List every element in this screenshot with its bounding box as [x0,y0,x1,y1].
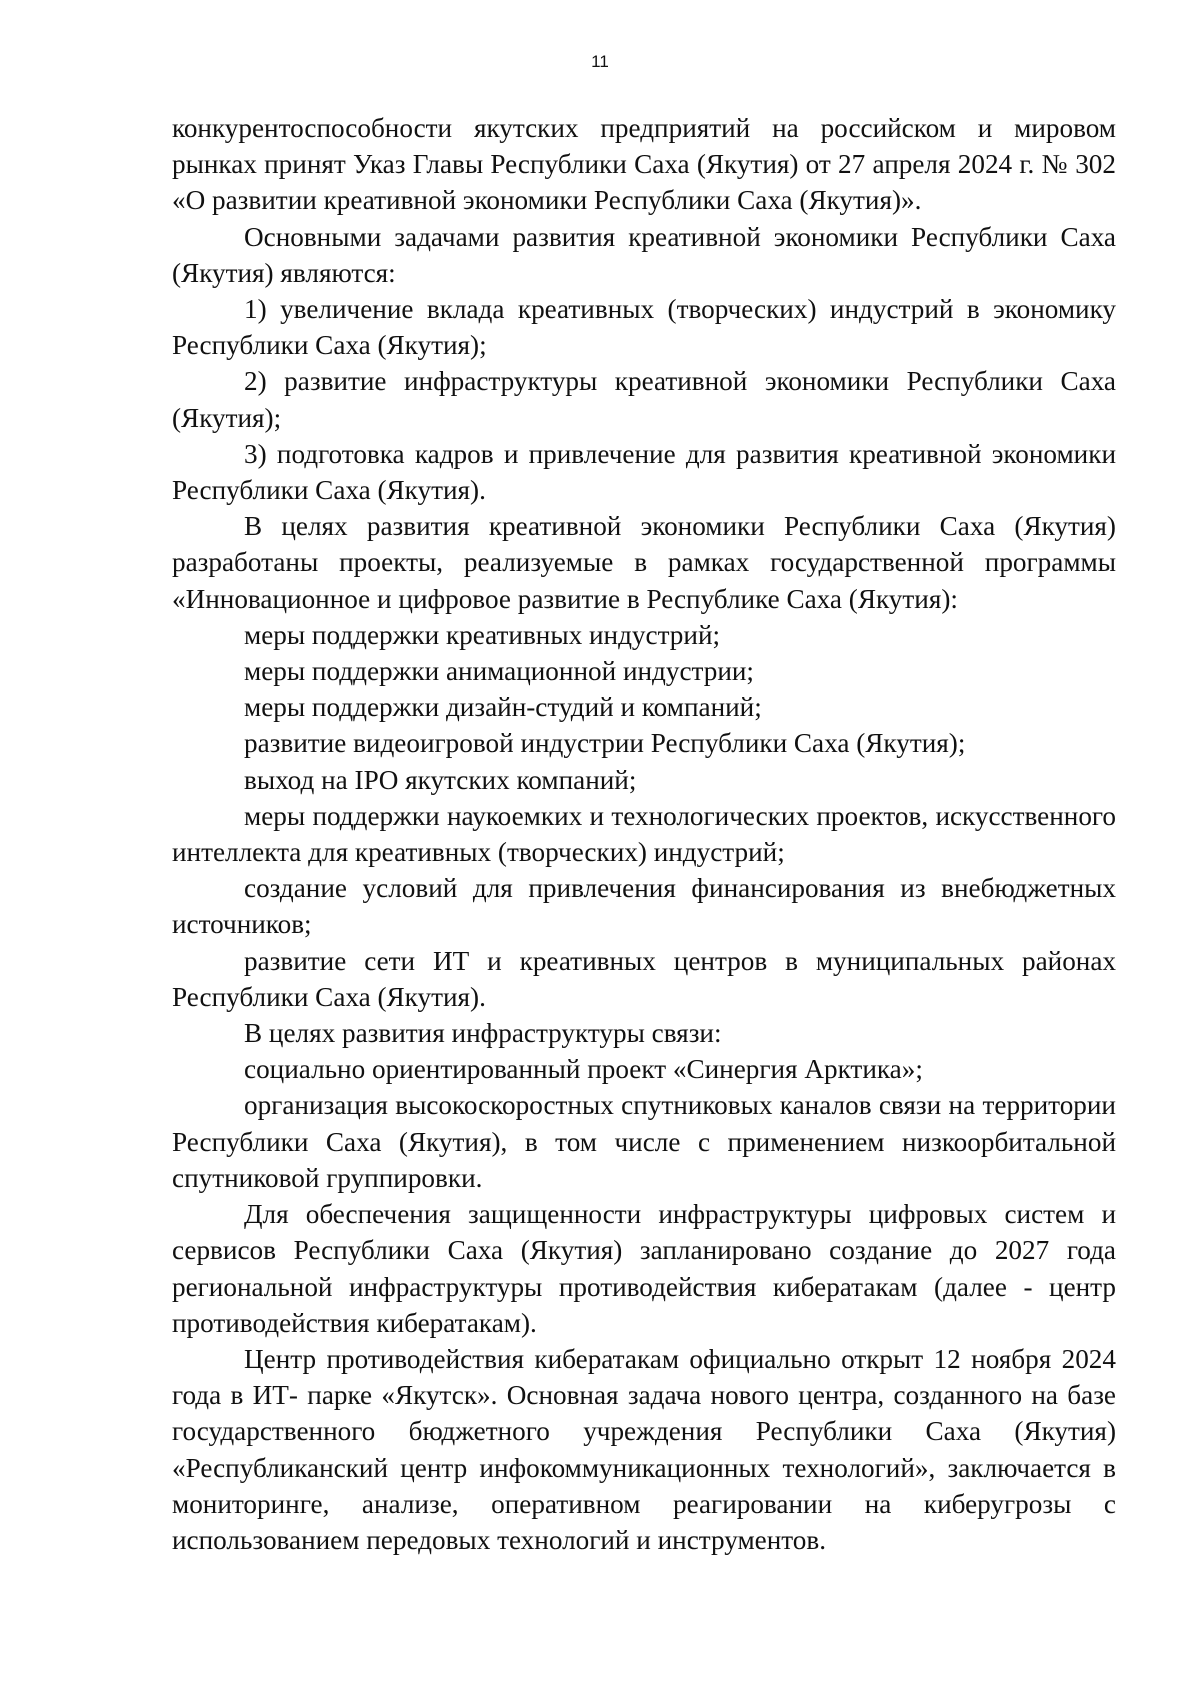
list-item-financing: создание условий для привлечения финансирования из внебюджетных источников; [172,873,1116,940]
list-item-creative-support: меры поддержки креативных индустрий; [244,619,721,650]
list-item-satellite-channels: организация высокоскоростных спутниковых каналов связи на территории Республики Саха (Якутия), в том числе с применением низкоорбитальной спутниковой группировки. [172,1090,1116,1193]
list-item-animation-support: меры поддержки анимационной индустрии; [244,656,754,687]
document-body [172,110,1116,1558]
list-item-task-1: 1) увеличение вклада креативных (творческих) индустрий в экономику Республики Саха (Якутия); [172,294,1116,361]
paragraph-cybersecurity: Для обеспечения защищенности инфраструктуры цифровых систем и сервисов Республики Саха (Якутия) запланировано создание до 2027 года региональной инфраструктуры противодействия кибератакам (далее - центр противодействия кибератакам). [172,1199,1116,1338]
paragraph-main-tasks: Основными задачами развития креативной экономики Республики Саха (Якутия) являются: [172,221,1116,288]
list-item-videogame-industry: развитие видеоигровой индустрии Республики Саха (Якутия); [244,728,966,759]
paragraph-cyber-center: Центр противодействия кибератакам официально открыт 12 ноября 2024 года в ИТ- парке «Якутск». Основная задача нового центра, созданного на базе государственного бюджетного учреждения Республики Саха (Якутия) «Республиканский центр инфокоммуникационных технологий», заключается в мониторинге, анализе, оперативном реагировании на киберугрозы с использованием передовых технологий и инструментов. [172,1343,1116,1555]
list-item-task-3: 3) подготовка кадров и привлечение для развития креативной экономики Республики Саха (Якутия). [172,438,1116,506]
list-item-science-ai-support: меры поддержки наукоемких и технологических проектов, искусственного интеллекта для креативных (творческих) индустрий; [172,800,1116,868]
list-item-ipo: выход на IPO якутских компаний; [244,764,637,795]
list-item-design-support: меры поддержки дизайн-студий и компаний; [244,692,762,723]
page-number: 11 [591,52,609,71]
list-item-it-centers: развитие сети ИТ и креативных центров в муниципальных районах Республики Саха (Якутия). [172,945,1116,1012]
list-item-synergy-arctic: социально ориентированный проект «Синергия Арктика»; [244,1054,923,1085]
paragraph-communications: В целях развития инфраструктуры связи: [244,1018,722,1049]
paragraph-decree-intro: конкурентоспособности якутских предприятий на российском и мировом рынках принят Указ Главы Республики Саха (Якутия) от 27 апреля 2024 г. № 302 «О развитии креативной экономики Республики Саха (Якутия)». [172,113,1116,216]
paragraph-projects: В целях развития креативной экономики Республики Саха (Якутия) разработаны проекты, реализуемые в рамках государственной программы «Инновационное и цифровое развитие в Республике Саха (Якутия): [172,511,1116,614]
list-item-task-2: 2) развитие инфраструктуры креативной экономики Республики Саха (Якутия); [172,366,1116,433]
